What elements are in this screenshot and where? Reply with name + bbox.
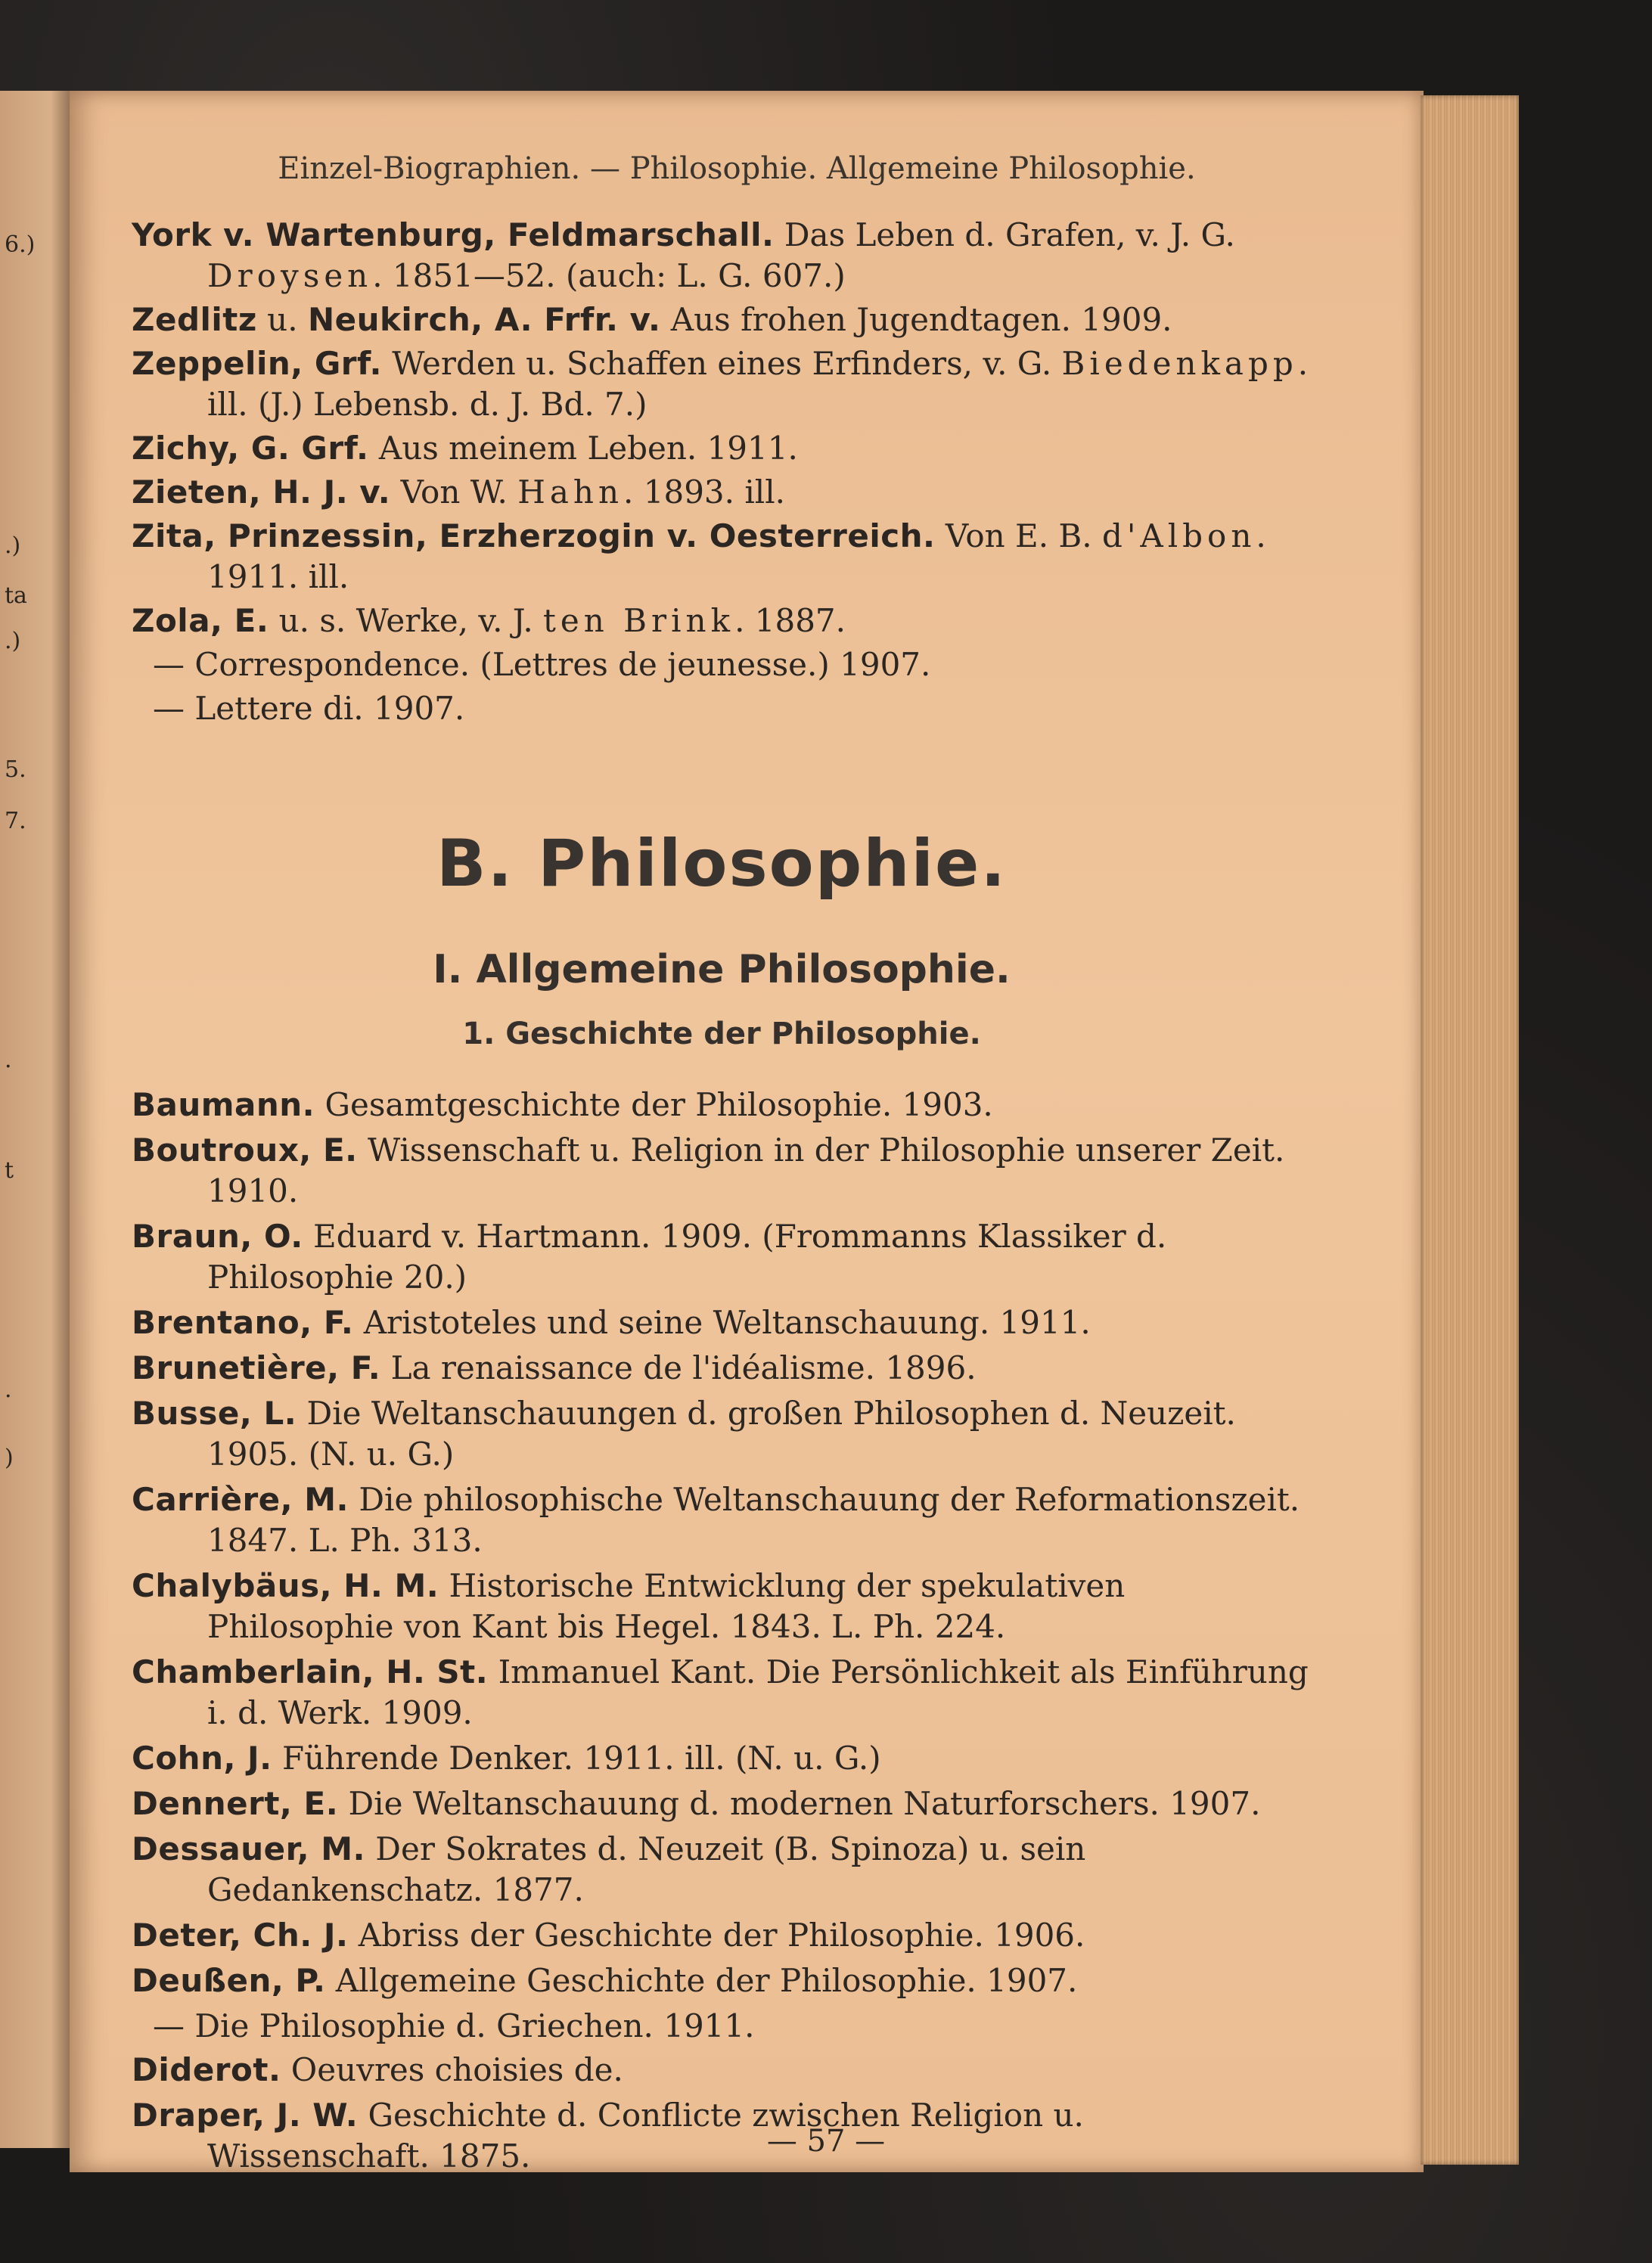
subsection-title: I. Allgemeine Philosophie. [433,947,1011,992]
entry-name: Dessauer, M. [132,1830,365,1867]
page-number: — 57 — [766,2124,886,2159]
spaced-author: d'Albon [1101,517,1256,554]
entry-name: Carrière, M. [132,1481,349,1518]
entry-text: Führende Denker. 1911. ill. (N. u. G.) [272,1740,881,1777]
biography-entry [132,215,1312,296]
entry-text: Aristoteles und seine Weltanschauung. 1911. [353,1304,1091,1341]
margin-fragment: 7. [5,808,26,834]
entry-name: Chamberlain, H. St. [132,1653,489,1690]
entry-text: Die philosophische Weltanschauung der Reformationszeit. 1847. L. Ph. 313. [207,1481,1300,1559]
margin-fragment: 5. [5,756,26,783]
philosophy-entry [132,1829,1312,1911]
entry-text: Von E. B. [935,517,1102,554]
entry-text: Wissenschaft u. Religion in der Philosophie unserer Zeit. 1910. [207,1132,1285,1209]
entry-text: Von W. [390,473,518,511]
entry-text: . 1911. ill. [207,517,1266,595]
spaced-author: Biedenkapp [1061,345,1298,382]
entry-name: Boutroux, E. [132,1132,358,1169]
zola-sub-entry: — Lettere di. 1907. [153,690,465,727]
philosophy-entry [132,1302,1312,1343]
entry-name: Deter, Ch. J. [132,1917,349,1954]
entry-name: Draper, J. W. [132,2097,359,2134]
margin-fragment: . [5,1047,12,1073]
philosophy-entry [132,1960,1312,2001]
entry-name: Zita, Prinzessin, Erzherzogin v. Oesterreich. [132,517,936,554]
entry-text: Werden u. Schaffen eines Erfinders, v. G. [381,345,1062,382]
philosophy-entry [132,1915,1312,1956]
margin-fragment: . [5,1377,12,1403]
entry-name: York v. Wartenburg, Feldmarschall. [132,216,775,253]
entry-name: Neukirch, A. Frfr. v. [307,301,661,338]
philosophy-entry [132,1566,1312,1647]
entry-text: Gesamtgeschichte der Philosophie. 1903. [315,1086,993,1123]
entry-text: Der Sokrates d. Neuzeit (B. Spinoza) u. sein Gedankenschatz. 1877. [207,1830,1086,1908]
entry-text: Oeuvres choisies de. [281,2051,623,2088]
philosophy-entry [132,1738,1312,1779]
entry-name: Dennert, E. [132,1785,339,1822]
entry-text: . 1887. [734,602,846,639]
philosophy-entry [132,1348,1312,1389]
biography-entry [132,472,1312,513]
entry-text: Immanuel Kant. Die Persönlichkeit als Einführung i. d. Werk. 1909. [207,1653,1309,1731]
entry-name: Zichy, G. Grf. [132,430,369,467]
philosophy-entry [132,1216,1312,1298]
entry-text: Die Weltanschauungen d. großen Philosophen d. Neuzeit. 1905. (N. u. G.) [207,1395,1236,1473]
entry-name: Zeppelin, Grf. [132,345,382,382]
entry-name: Braun, O. [132,1218,303,1255]
biography-entry [132,300,1312,340]
subsubsection-title: 1. Geschichte der Philosophie. [462,1017,981,1051]
spaced-author: Hahn [517,473,624,511]
previous-page-edge [0,91,73,2148]
entry-name: Deußen, P. [132,1962,326,1999]
philosophy-entry [132,1479,1312,1561]
entry-text: Historische Entwicklung der spekulativen Philosophie von Kant bis Hegel. 1843. L. Ph. 224. [207,1567,1126,1645]
entry-name: Brunetière, F. [132,1349,381,1386]
philosophy-entry [132,1652,1312,1734]
margin-fragment: ) [5,1445,14,1471]
entry-name: Baumann. [132,1086,315,1123]
section-title: B. Philosophie. [436,826,1007,902]
biography-entry [132,343,1312,425]
entry-text: La renaissance de l'idéalisme. 1896. [380,1349,977,1386]
biography-list [132,215,1312,641]
spaced-author: ten Brink [543,602,735,639]
philosophy-entry [132,1130,1312,1212]
entry-text: Allgemeine Geschichte der Philosophie. 1907. [325,1962,1078,1999]
entry-text: Die Weltanschauung d. modernen Naturforschers. 1907. [338,1785,1261,1822]
deussen-sub-entry: — Die Philosophie d. Griechen. 1911. [153,2007,755,2044]
entry-name: Zieten, H. J. v. [132,473,391,511]
entry-text: . 1893. ill. [623,473,785,511]
entry-name: Zola, E. [132,602,269,639]
margin-fragment: t [5,1157,14,1184]
margin-fragment: .) [5,532,21,559]
entry-text: Geschichte d. Conflicte zwischen Religion u. Wissenschaft. 1875. [207,2097,1084,2175]
spaced-author: Droysen [207,257,373,294]
running-head: Einzel-Biographien. — Philosophie. Allgemeine Philosophie. [278,151,1196,186]
biography-entry [132,601,1312,641]
entry-text: u. s. Werke, v. J. [269,602,544,639]
page-block-edges [1421,95,1519,2165]
entry-name: Chalybäus, H. M. [132,1567,439,1604]
philosophy-list [132,1085,1312,2001]
entry-name: Cohn, J. [132,1740,272,1777]
biography-entry [132,428,1312,469]
entry-name: Zedlitz [132,301,257,338]
entry-text: Aus meinem Leben. 1911. [368,430,798,467]
entry-name: Brentano, F. [132,1304,354,1341]
zola-sub-entry: — Correspondence. (Lettres de jeunesse.) 1907. [153,646,931,683]
margin-fragment: 6.) [5,231,36,258]
philosophy-entry [132,1393,1312,1475]
entry-text: u. [256,301,308,338]
entry-text: Eduard v. Hartmann. 1909. (Frommanns Klassiker d. Philosophie 20.) [207,1218,1167,1296]
entry-text: Aus frohen Jugendtagen. 1909. [660,301,1172,338]
biography-entry [132,516,1312,598]
entry-text: . 1851—52. (auch: L. G. 607.) [372,257,846,294]
philosophy-entry [132,2050,1312,2091]
margin-fragment: ta [5,582,27,609]
entry-text: . ill. (J.) Lebensb. d. J. Bd. 7.) [207,345,1309,423]
entry-text: Das Leben d. Grafen, v. J. G. [774,216,1235,253]
page-text [132,148,1312,2181]
philosophy-entry [132,1783,1312,1824]
philosophy-entry [132,1085,1312,1125]
entry-name: Diderot. [132,2051,281,2088]
entry-text: Abriss der Geschichte der Philosophie. 1906. [348,1917,1085,1954]
entry-name: Busse, L. [132,1395,297,1432]
margin-fragment: .) [5,628,21,654]
